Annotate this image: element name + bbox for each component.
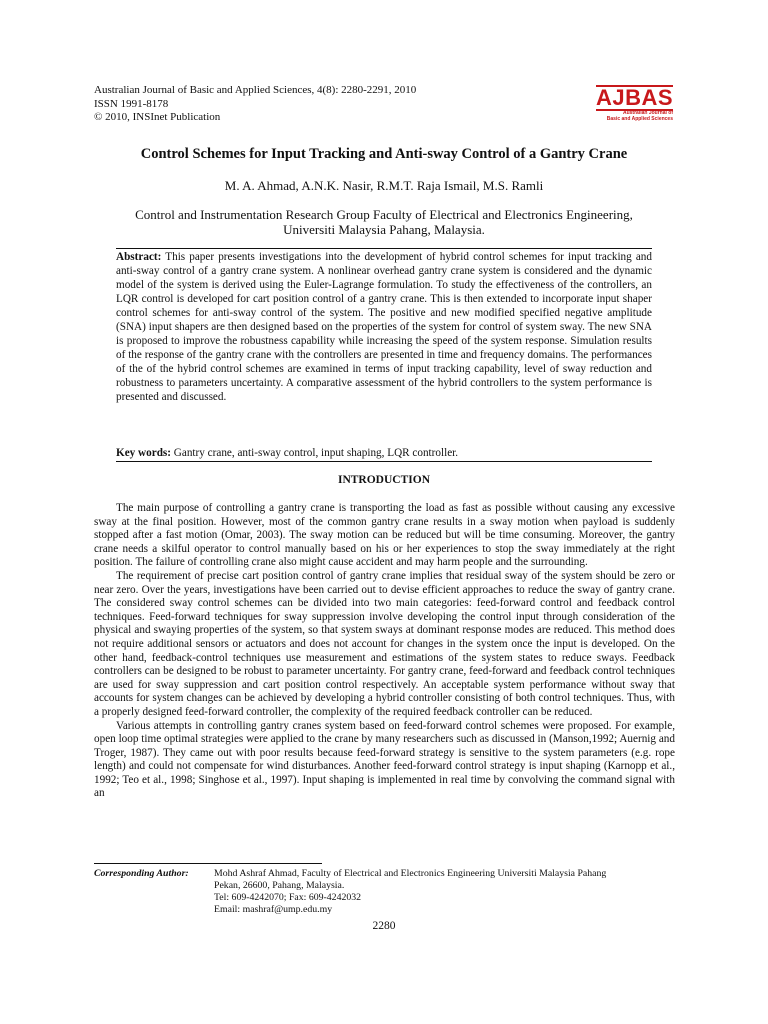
logo-subtitle-line2: Basic and Applied Sciences — [606, 115, 673, 122]
footnote-line1: Mohd Ashraf Ahmad, Faculty of Electrical and Electronics Engineering Universiti Malaysia Pahang — [214, 868, 607, 879]
page-number: 2280 — [372, 920, 396, 932]
footnote-divider — [94, 863, 322, 864]
journal-citation: Australian Journal of Basic and Applied Sciences, 4(8): 2280-2291, 2010 — [94, 84, 417, 96]
affiliation-line1: Control and Instrumentation Research Group Faculty of Electrical and Electronics Engineering, — [135, 207, 633, 222]
logo-subtitle-line1: Australian Journal of — [622, 110, 673, 116]
affiliation-line2: Universiti Malaysia Pahang, Malaysia. — [283, 222, 485, 237]
journal-copyright: © 2010, INSInet Publication — [94, 111, 221, 123]
journal-logo — [596, 85, 673, 121]
author-list: M. A. Ahmad, A.N.K. Nasir, R.M.T. Raja Ismail, M.S. Ramli — [224, 178, 544, 193]
paper-title: Control Schemes for Input Tracking and Anti-sway Control of a Gantry Crane — [140, 146, 628, 162]
footnote-line2: Pekan, 26600, Pahang, Malaysia. — [214, 880, 345, 891]
keywords-text: Gantry crane, anti-sway control, input shaping, LQR controller. — [173, 447, 459, 459]
abstract-block — [116, 248, 652, 404]
abstract-text: This paper presents investigations into the development of hybrid control schemes for input tracking and anti-sway control of a gantry crane system. A nonlinear overhead gantry crane system is considered and the dynamic model of the system is derived using the Euler-Lagrange formulation. To study the effectiveness of the controllers, an LQR control is developed for cart position control of a gantry crane. This is then extended to incorporate input shaper control schemes for anti-sway control of the system. The positive and new modified specified negative amplitude (SNA) input shapers are then designed based on the properties of the system for control of system sway. The new SNA is proposed to improve the robustness capability while increasing the speed of the system response. Simulation results of the response of the gantry crane with the controllers are presented in time and frequency domains. The performances of the of the hybrid control schemes are examined in terms of input tracking capability, level of sway reduction and robustness to parameters uncertainty. A comparative assessment of the hybrid controllers to the system performance is presented and discussed. — [116, 251, 652, 403]
journal-header — [94, 84, 574, 125]
journal-issn: ISSN 1991-8178 — [94, 97, 169, 110]
corresponding-author-footnote — [94, 868, 694, 916]
affiliation — [96, 207, 672, 237]
logo-wordmark: AJBAS — [596, 85, 674, 110]
keywords-label: Key words: — [116, 447, 171, 459]
paragraph-1: The main purpose of controlling a gantry crane is transporting the load as fast as possible without causing any excessive sway at the final position. However, most of the common gantry crane results in a sway motion when payload is suddenly stopped after a fast motion (Omar, 2003). The sway motion can be reduced but will be time consuming. Moreover, the gantry crane needs a skilful operator to control manually based on his or her experiences to stop the sway immediately at the right position. The failure of controlling crane also might cause accident and may harm people and the surrounding. — [94, 502, 675, 569]
abstract-paragraph — [116, 249, 652, 404]
section-heading-introduction: INTRODUCTION — [337, 474, 430, 486]
footnote-email: Email: mashraf@ump.edu.my — [214, 904, 333, 915]
paragraph-2: The requirement of precise cart position control of gantry crane implies that residual sway of the system should be zero or near zero. Over the years, investigations have been carried out to devise efficient approaches to reduce the sway of gantry crane. The considered sway control schemes can be divided into two main categories: feed-forward control and feedback control techniques. Feed-forward techniques for sway suppression involve developing the control input through consideration of the physical and swaying properties of the system, so that system sways at dominant response modes are reduced. This method does not require additional sensors or actuators and does not account for changes in the system once the input is developed. On the other hand, feedback-control techniques use measurement and estimations of the system states to reduce sways. Feedback controllers can be designed to be robust to parameter uncertainty. For gantry crane, feed-forward and feedback control techniques are used for sway suppression and cart position control respectively. An acceptable system performance without sway that accounts for system changes can be achieved by developing a hybrid controller consisting of both control techniques. Thus, with a properly designed feed-forward controller, the complexity of the required feedback controller can be reduced. — [94, 569, 675, 718]
introduction-body — [94, 502, 675, 801]
paragraph-3: Various attempts in controlling gantry cranes system based on feed-forward control schemes were proposed. For example, open loop time optimal strategies were applied to the crane by many researchers such as discussed in (Manson,1992; Auernig and Troger, 1987). They came out with poor results because feed-forward strategy is sensitive to the system parameters (e.g. rope length) and could not compensate for wind disturbances. Another feed-forward control strategy is input shaping (Karnopp et al., 1992; Teo et al., 1998; Singhose et al., 1997). Input shaping is implemented in real time by convolving the command signal with an — [94, 719, 675, 800]
keywords-line — [116, 446, 652, 462]
footnote-label: Corresponding Author: — [94, 868, 189, 879]
abstract-label: Abstract: — [116, 251, 162, 263]
footnote-line3: Tel: 609-4242070; Fax: 609-4242032 — [214, 892, 362, 903]
